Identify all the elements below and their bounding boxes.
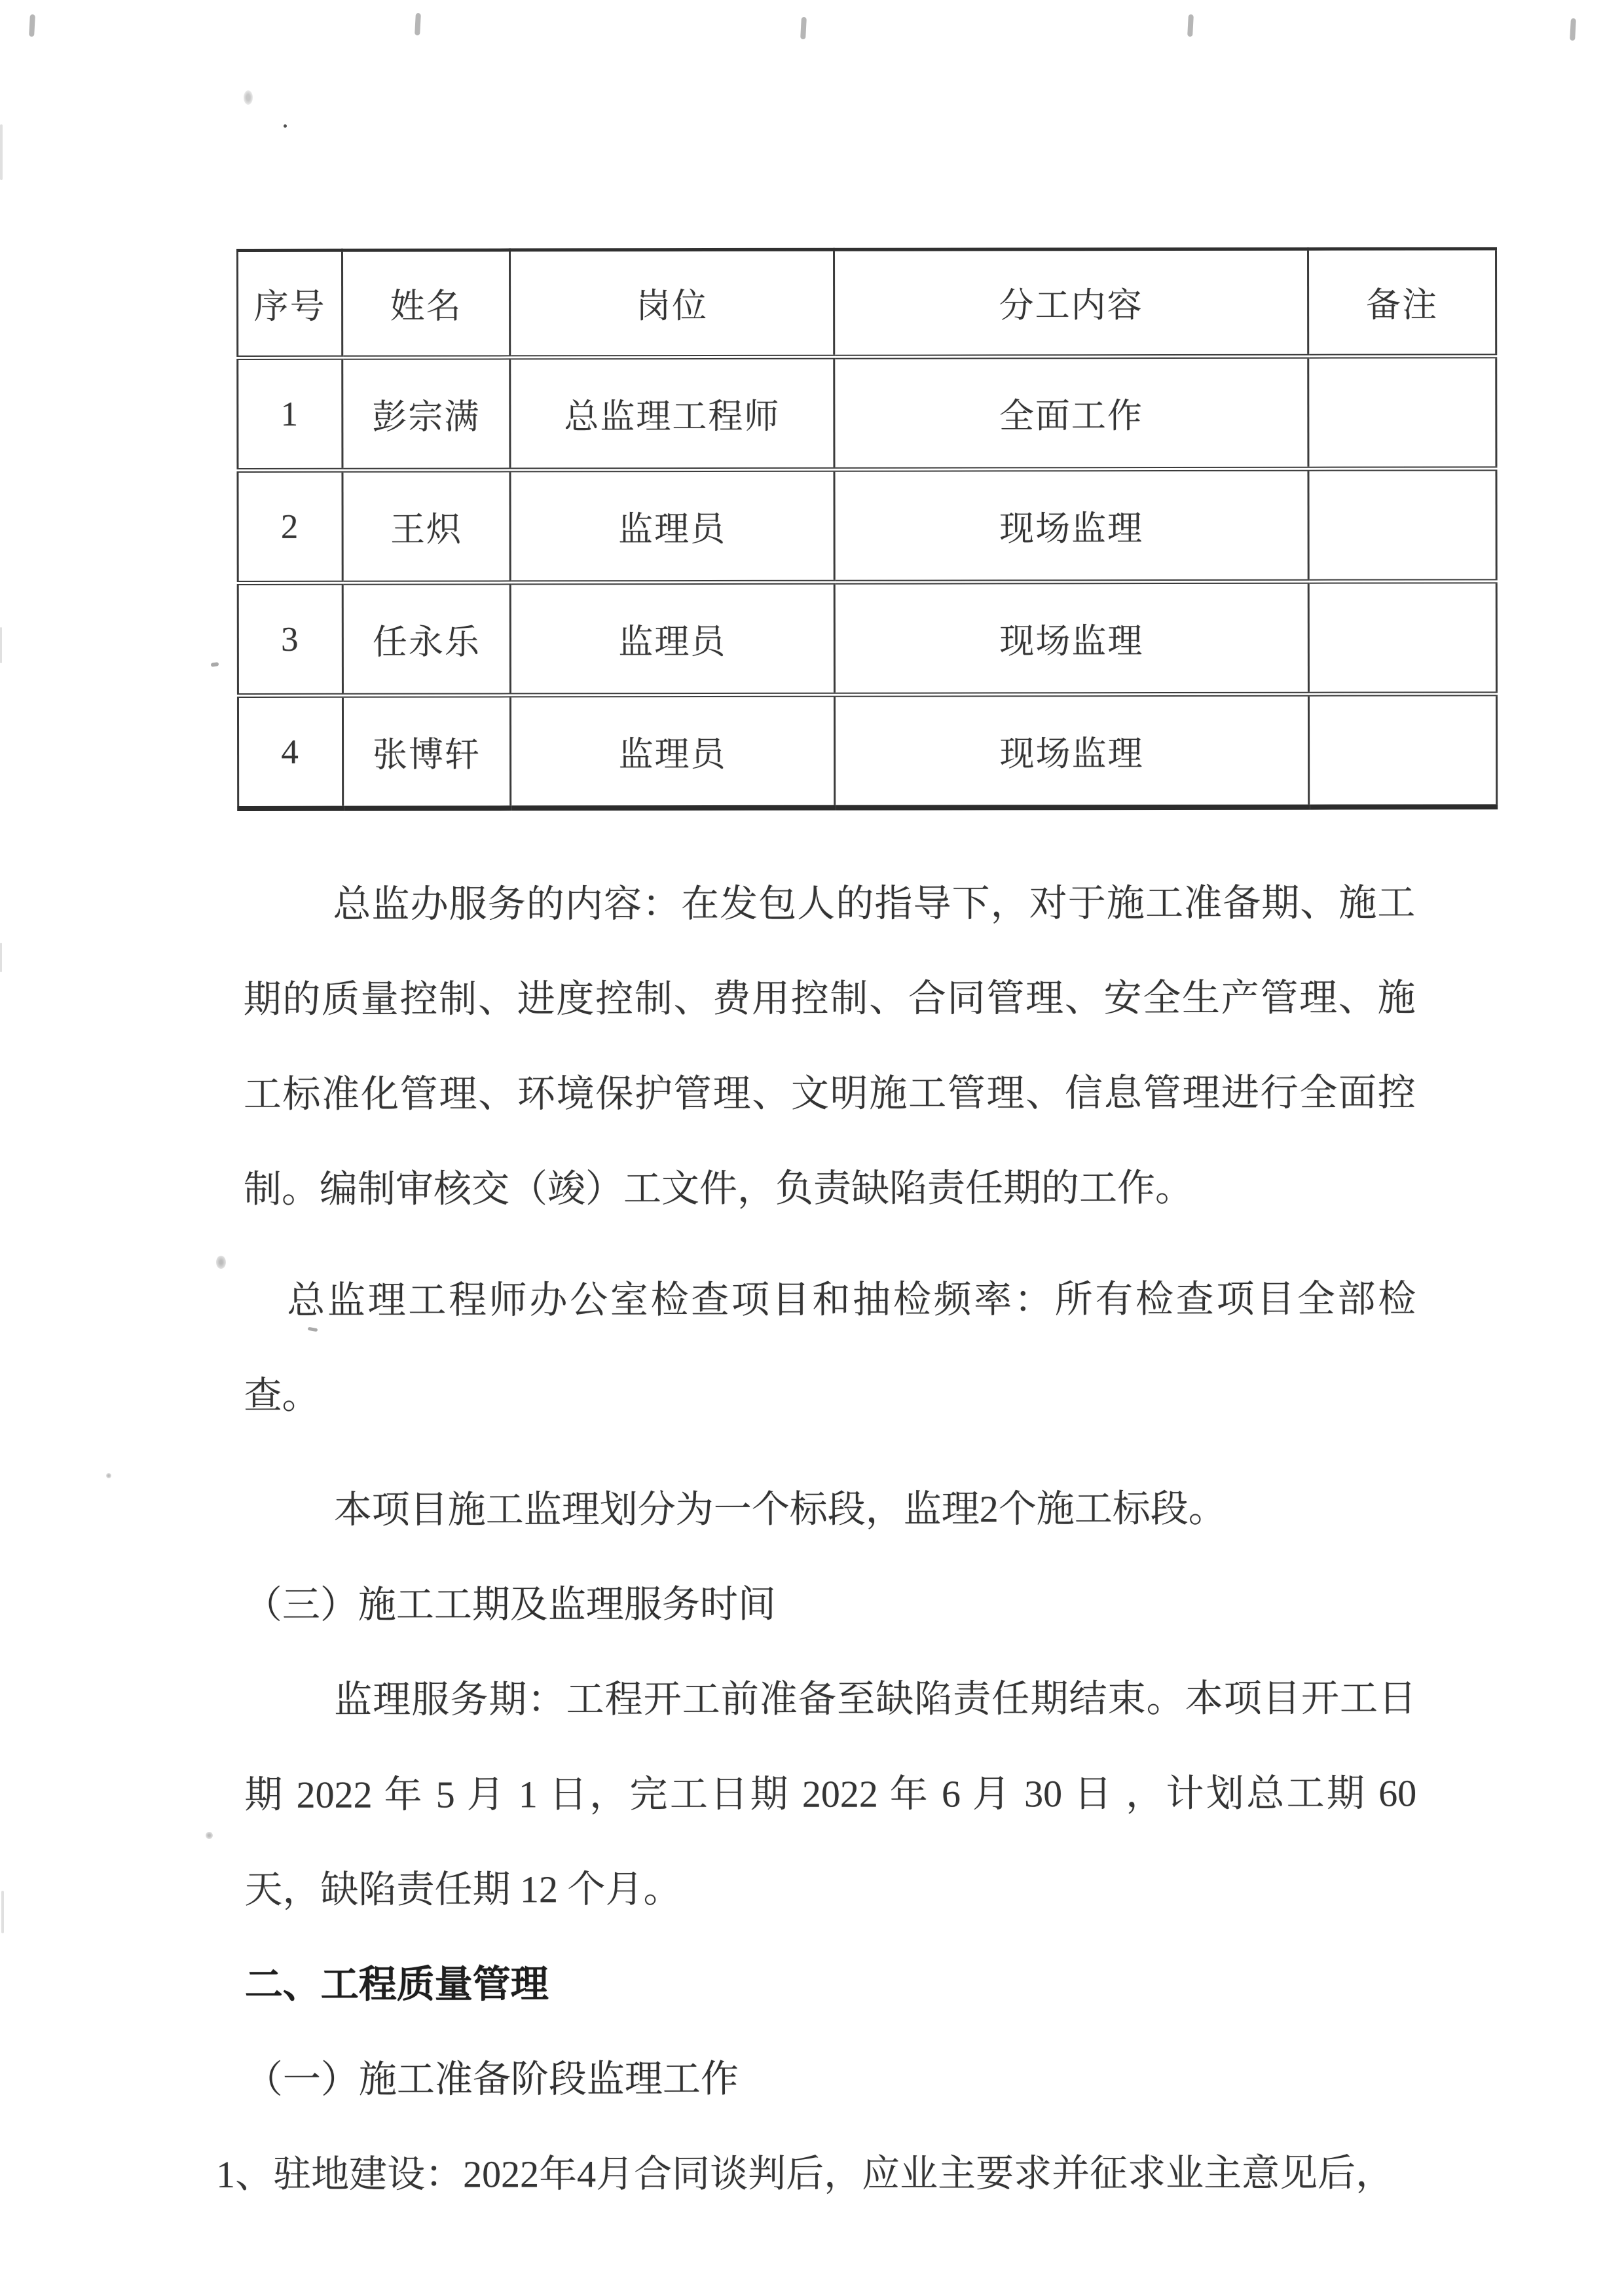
scan-speck [0,943,2,972]
paragraph-line: 期的质量控制、进度控制、费用控制、合同管理、安全生产管理、施 [243,976,1416,1021]
table-header-cell: 序号 [238,250,342,357]
scan-speck [415,13,421,35]
paragraph-line: 查。 [244,1374,320,1417]
chapter-heading-2: 二、工程质量管理 [244,1963,549,2006]
table-cell-note [1308,469,1496,581]
table-cell-name: 王炽 [342,470,510,583]
paragraph-line: 监理服务期：工程开工前准备至缺陷责任期结束。本项目开工日 [334,1677,1417,1721]
table-cell-duty: 全面工作 [834,356,1308,469]
paragraph-line: 总监办服务的内容：在发包人的指导下，对于施工准备期、施工 [333,881,1416,926]
table-cell-no: 4 [238,695,342,809]
table-row [238,469,1496,583]
scan-speck [216,1256,226,1269]
table-cell-duty: 现场监理 [834,469,1308,582]
scan-speck [800,17,807,39]
table-cell-no: 2 [238,470,342,583]
scan-speck [1570,18,1576,41]
table-cell-no: 3 [238,583,342,695]
section-heading-3: （三）施工工期及监理服务时间 [244,1582,776,1626]
staff-table [236,247,1498,811]
paragraph-inspection-frequency [244,1251,1416,1442]
table-header-cell: 岗位 [510,249,834,357]
scan-speck [0,124,3,180]
scan-speck [0,627,2,663]
list-item-1-site-construction: 1、驻地建设：2022年4月合同谈判后，应业主要求并征求业主意见后， [216,2151,1394,2196]
table-cell-name: 彭宗满 [342,357,510,470]
scan-speck [206,1832,213,1839]
paragraph-line: 期 2022 年 5 月 1 日，完工日期 2022 年 6 月 30 日 ，计划总工期 60 [244,1772,1417,1816]
document-content [216,247,1439,2222]
paragraph-services-scope [243,855,1416,1236]
section-heading-1: （一）施工准备阶段监理工作 [244,2057,739,2101]
scan-speck [29,14,35,37]
table-cell-note [1308,356,1496,469]
table-cell-post: 监理员 [510,469,834,583]
table-cell-note [1308,694,1496,807]
scan-speck [1,1891,4,1933]
paragraph-line: 制。编制审核交（竣）工文件，负责缺陷责任期的工作。 [243,1166,1194,1211]
paragraph-line: 工标准化管理、环境保护管理、文明施工管理、信息管理进行全面控 [243,1071,1416,1116]
scan-speck [106,1473,111,1478]
table-row [238,694,1496,809]
table-cell-post: 监理员 [510,582,834,695]
table-cell-duty: 现场监理 [834,694,1308,808]
table-header-cell: 分工内容 [834,249,1308,357]
table-cell-post: 总监理工程师 [510,357,834,470]
scan-speck [244,90,253,105]
table-cell-duty: 现场监理 [834,581,1308,695]
paragraph-service-period [244,1650,1417,1937]
table-row [238,581,1496,696]
table-cell-name: 张博轩 [342,695,510,809]
table-cell-name: 任永乐 [342,583,510,695]
table-cell-post: 监理员 [510,695,834,808]
scan-speck [211,662,219,667]
paragraph-line: 总监理工程师办公室检查项目和抽检频率：所有检查项目全部检 [287,1277,1416,1322]
scan-speck [284,124,287,128]
table-header-cell: 备注 [1308,249,1496,356]
table-header-cell: 姓名 [342,250,510,357]
table-row [238,356,1496,471]
paragraph-line: 本项目施工监理划分为一个标段，监理2个施工标段。 [333,1487,1227,1531]
scan-speck [1187,14,1194,37]
paragraph-bid-sections [244,1461,1416,1557]
table-header-row [238,249,1496,358]
paragraph-line: 天，缺陷责任期 12 个月。 [244,1868,682,1911]
table-cell-note [1308,581,1496,694]
table-cell-no: 1 [238,357,342,470]
